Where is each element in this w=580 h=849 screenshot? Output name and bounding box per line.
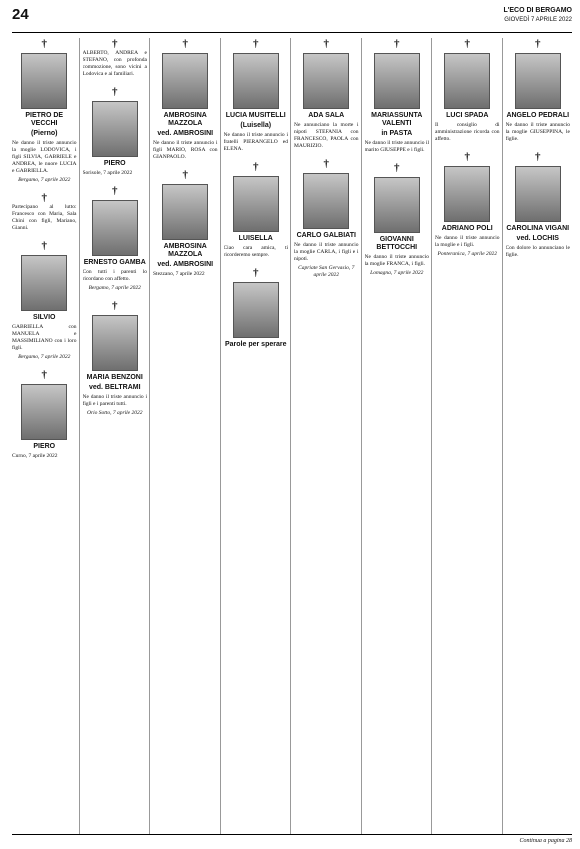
notice-body: Ne danno il triste annuncio la moglie FRANCA, i figli.	[364, 254, 429, 267]
cross-icon: †	[464, 38, 470, 50]
cross-icon: †	[323, 158, 329, 170]
obituary-columns	[12, 38, 572, 834]
notice-title: ADA SALA	[308, 112, 345, 119]
cross-icon: †	[394, 162, 400, 174]
notice-body: Stezzano, 7 aprile 2022	[153, 271, 205, 277]
notice-title: CAROLINA VIGANI	[506, 225, 570, 232]
portrait-photo	[92, 101, 138, 157]
cross-icon: †	[41, 192, 47, 204]
notice-body: Partecipano al lutto: Francesco con Maria, Sala Chini con figli, Mariano, Gianni.	[12, 204, 77, 231]
cross-icon: †	[41, 38, 47, 50]
obituary-notice	[365, 162, 430, 277]
notice-body: Curno, 7 aprile 2022	[12, 453, 58, 459]
notice-place: Orio Sotto, 7 aprile 2022	[87, 410, 143, 416]
obituary-column	[153, 38, 221, 834]
obituary-notice	[12, 240, 77, 361]
obituary-notice	[435, 151, 500, 258]
obituary-notice	[83, 38, 148, 78]
notice-body: Ne danno il triste annuncio i fratelli PIERANGELO ed ELENA.	[223, 132, 288, 152]
portrait-photo	[233, 282, 279, 338]
notice-body: Ne danno il triste annuncio i figli e i parenti tutti.	[82, 394, 147, 407]
notice-body: Ne annunciano la morte i nipoti STEFANIA con FRANCESCO, PAOLA con MAURIZIO.	[294, 122, 359, 149]
obituary-column	[224, 38, 292, 834]
obituary-column	[435, 38, 503, 834]
cross-icon: †	[112, 38, 118, 50]
notice-title: PIERO	[33, 443, 56, 450]
notice-title: CARLO GALBIATI	[296, 232, 356, 239]
notice-place: Ponteranica, 7 aprile 2022	[437, 251, 498, 257]
notice-title: ADRIANO POLI	[441, 225, 493, 232]
obituary-column	[83, 38, 151, 834]
obituary-notice	[83, 300, 148, 417]
page-number: 24	[12, 6, 29, 23]
notice-subtitle: (Pierno)	[31, 130, 58, 137]
cross-icon: †	[323, 38, 329, 50]
page-header	[12, 4, 572, 33]
obituary-notice	[153, 38, 218, 161]
notice-body: Ne danno il triste annuncio la moglie CARLA, i figli e i nipoti.	[294, 242, 359, 262]
publication-date: GIOVEDÌ 7 APRILE 2022	[504, 17, 572, 23]
notice-title: GIOVANNI BETTOCCHI	[376, 236, 418, 251]
cross-icon: †	[112, 86, 118, 98]
notice-title: ERNESTO GAMBA	[83, 259, 146, 266]
portrait-photo	[303, 173, 349, 229]
portrait-photo	[374, 177, 420, 233]
cross-icon: †	[535, 38, 541, 50]
obituary-notice	[12, 369, 77, 460]
notice-body: Con dolore lo annunciano le figlie.	[505, 245, 570, 258]
notice-title: SILVIO	[33, 314, 56, 321]
portrait-photo	[21, 384, 67, 440]
obituary-notice	[224, 38, 289, 153]
portrait-photo	[444, 166, 490, 222]
notice-place: Capriate San Gervasio, 7 aprile 2022	[298, 265, 355, 278]
cross-icon: †	[253, 161, 259, 173]
notice-place: Bergamo, 7 aprile 2022	[18, 177, 71, 183]
notice-body: Con tutti i parenti lo ricordano con affetto.	[82, 269, 147, 282]
notice-title: MARIA BENZONI	[86, 374, 143, 381]
obituary-notice	[12, 38, 77, 184]
notice-place: Lomagna, 7 aprile 2022	[370, 270, 424, 276]
notice-title: PIETRO DE VECCHI	[25, 112, 64, 127]
portrait-photo	[515, 53, 561, 109]
obituary-notice	[224, 267, 289, 349]
notice-body: Ne danno il triste annuncio la moglie LODOVICA, i figli SILVIA, GABRIELE e ANDREA, le nuore LUCIA e GABRIELLA.	[12, 140, 77, 174]
continuation-note: Continua a pagina 28	[519, 838, 572, 844]
notice-title: AMBROSINA MAZZOLA	[163, 243, 207, 258]
notice-title: ANGELO PEDRALI	[506, 112, 570, 119]
notice-subtitle: ved. AMBROSINI	[157, 130, 214, 137]
notice-title: PIERO	[103, 160, 126, 167]
obituary-notice	[294, 158, 359, 279]
obituary-notice	[83, 185, 148, 292]
obituary-notice	[224, 161, 289, 259]
cross-icon: †	[464, 151, 470, 163]
cross-icon: †	[112, 185, 118, 197]
obituary-column	[365, 38, 433, 834]
cross-icon: †	[535, 151, 541, 163]
cross-icon: †	[253, 38, 259, 50]
notice-body: Sorisole, 7 aprile 2022	[82, 170, 133, 176]
cross-icon: †	[112, 300, 118, 312]
notice-body: Ne danno il triste annuncio la moglie GIUSEPPINA, le figlie.	[505, 122, 570, 142]
notice-body: Ciao cara amica, ti ricorderemo sempre.	[223, 245, 288, 258]
cross-icon: †	[41, 369, 47, 381]
portrait-photo	[374, 53, 420, 109]
notice-title: LUISELLA	[238, 235, 273, 242]
obituary-notice	[294, 38, 359, 150]
portrait-photo	[233, 176, 279, 232]
cross-icon: †	[182, 169, 188, 181]
obituary-column	[506, 38, 573, 834]
cross-icon: †	[253, 267, 259, 279]
notice-body: Ne danno il triste annuncio la moglie e i figli.	[435, 235, 500, 248]
notice-subtitle: (Luisella)	[240, 122, 272, 129]
notice-place: Bergamo, 7 aprile 2022	[18, 354, 71, 360]
newspaper-name: L'ECO DI BERGAMO	[503, 7, 572, 14]
portrait-photo	[162, 53, 208, 109]
obituary-notice	[435, 38, 500, 143]
portrait-photo	[515, 166, 561, 222]
obituary-notice	[153, 169, 218, 278]
portrait-photo	[21, 255, 67, 311]
portrait-photo	[92, 315, 138, 371]
obituary-notice	[12, 192, 77, 232]
notice-subtitle: in PASTA	[381, 130, 413, 137]
notice-body: Ne danno il triste annuncio i figli MARIO, ROSA con GIANPAOLO.	[153, 140, 218, 160]
cross-icon: †	[182, 38, 188, 50]
portrait-photo	[444, 53, 490, 109]
obituary-column	[12, 38, 80, 834]
cross-icon: †	[41, 240, 47, 252]
notice-title: MARIASSUNTA VALENTI	[371, 112, 423, 127]
notice-subtitle: ved. BELTRAMI	[88, 384, 141, 391]
notice-subtitle: ved. AMBROSINI	[157, 261, 214, 268]
notice-body: GABRIELLA con MANUELA e MASSIMILIANO con i loro figli.	[12, 324, 77, 351]
notice-place: Bergamo, 7 aprile 2022	[88, 285, 141, 291]
obituary-notice	[506, 38, 571, 143]
portrait-photo	[21, 53, 67, 109]
portrait-photo	[162, 184, 208, 240]
obituary-notice	[506, 151, 571, 259]
portrait-photo	[303, 53, 349, 109]
cross-icon: †	[394, 38, 400, 50]
notice-title: Parole per sperare	[225, 341, 287, 348]
notice-body: Ne danno il triste annuncio il marito GIUSEPPE e i figli.	[364, 140, 429, 153]
page-footer	[12, 834, 572, 849]
notice-title: AMBROSINA MAZZOLA	[163, 112, 207, 127]
obituary-column	[294, 38, 362, 834]
notice-body: ALBERTO, ANDREA e STEFANO, con profonda commozione, sono vicini a Lodovica e ai familiari.	[82, 50, 147, 77]
notice-title: LUCIA MUSITELLI	[225, 112, 286, 119]
notice-subtitle: ved. LOCHIS	[516, 235, 559, 242]
obituary-notice	[365, 38, 430, 154]
obituary-notice	[83, 86, 148, 177]
notice-title: LUCI SPADA	[446, 112, 489, 119]
portrait-photo	[233, 53, 279, 109]
portrait-photo	[92, 200, 138, 256]
notice-body: Il consiglio di amministrazione ricorda con affetto.	[435, 122, 500, 142]
